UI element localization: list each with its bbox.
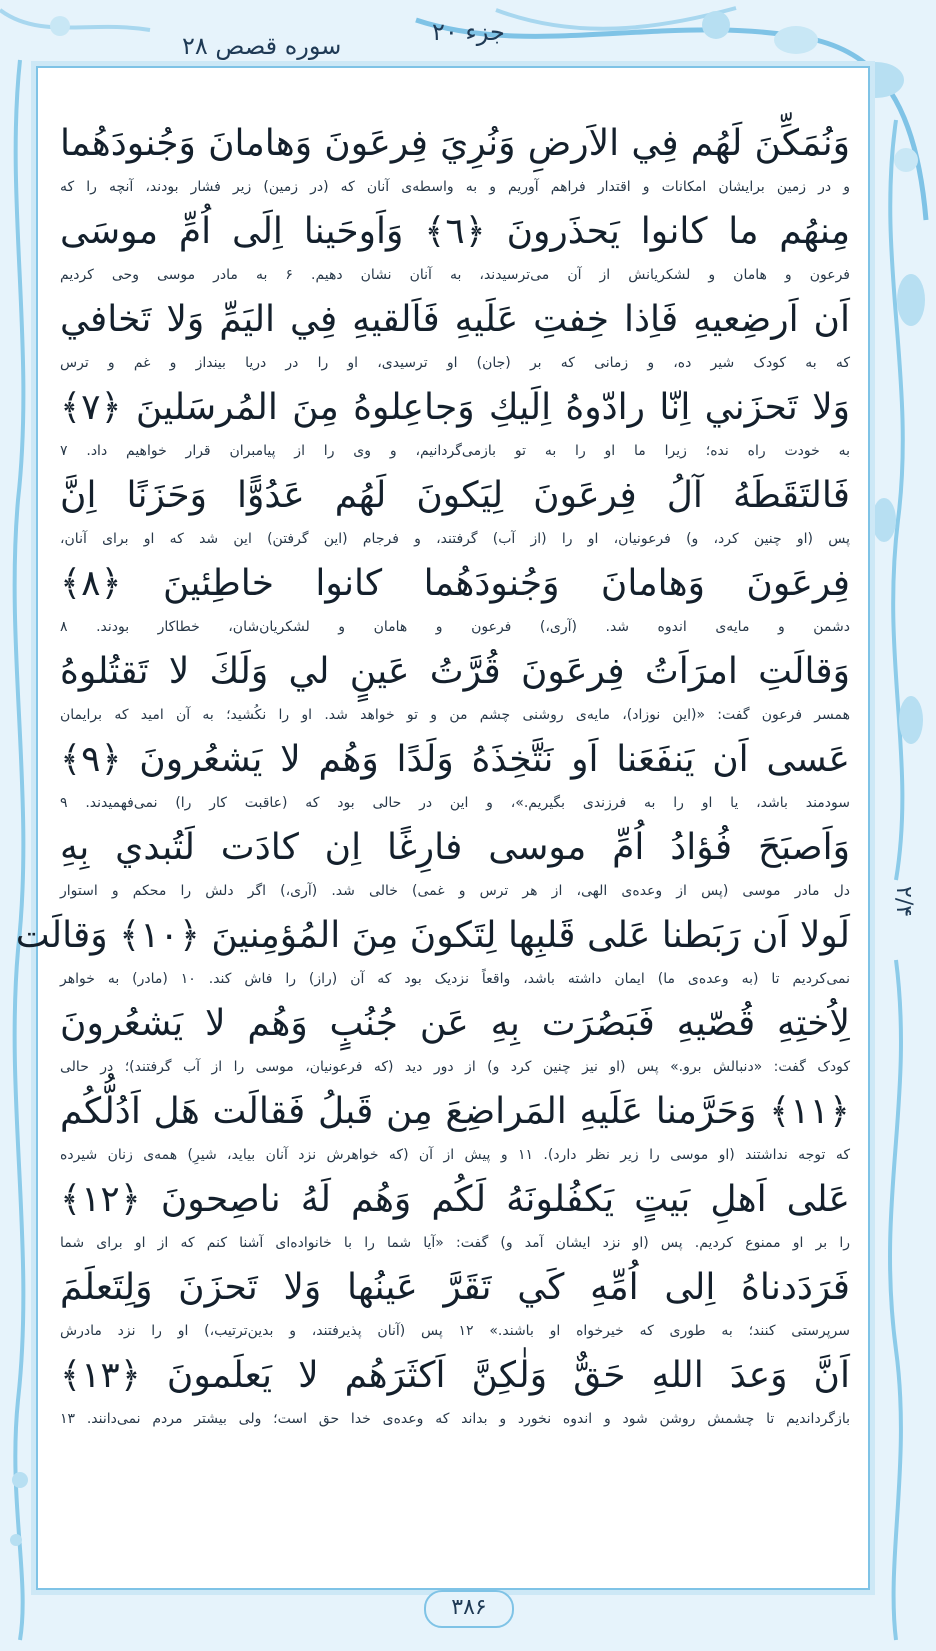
hizb-marker: ۲/۴ [891, 886, 916, 918]
persian-translation: همسر فرعون گفت: «(این نوزاد)، مایه‌ی روشنی چشم من و تو خواهد شد. او را نکُشید؛ به آن امید که برایمان [60, 707, 850, 723]
verse-line [60, 728, 850, 816]
arabic-verse-text: لِاُختِهِ قُصّيهِ فَبَصُرَت بِهِ عَن جُنُبٍ وَهُم لا يَشعُرونَ [60, 1003, 850, 1044]
arabic-verse-text: وَلا تَحزَني اِنّا رادّوهُ اِلَيكِ وَجاعِلوهُ مِنَ المُرسَلينَ ﴿٧﴾ [60, 387, 850, 428]
persian-translation: که به کودک شیر ده، و زمانی که بر (جان) او ترسیدی، او را در دریا بینداز و غم و ترس [60, 355, 850, 371]
verse-line [60, 992, 850, 1080]
verse-line [60, 288, 850, 376]
persian-translation: نمی‌کردیم تا (به وعده‌ی ما) ایمان داشته باشد، واقعاً نزدیک بود که آن (راز) را فاش کند. ۱۰ (مادر) به خواهر [60, 971, 850, 987]
verse-line [60, 1256, 850, 1344]
persian-translation: به خودت راه نده؛ زیرا ما او را به تو بازمی‌گردانیم، و وی را از پیامبران قرار خواهیم داد. ۷ [60, 443, 850, 459]
arabic-verse-text: مِنهُم ما كانوا يَحذَرونَ ﴿٦﴾ وَاَوحَينا اِلَى اُمِّ موسَى [60, 211, 850, 252]
persian-translation: را بر او ممنوع کردیم. پس (او نزد ایشان آمد و) گفت: «آیا شما را با خانواده‌ای آشنا کنم که از او برای شما [60, 1235, 850, 1251]
arabic-verse-text: فَرَدَدناهُ اِلى اُمِّهِ كَي تَقَرَّ عَينُها وَلا تَحزَنَ وَلِتَعلَمَ [60, 1267, 850, 1308]
persian-translation: بازگرداندیم تا چشمش روشن شود و اندوه نخورد و بداند که وعده‌ی خدا حق است؛ ولی بیشتر مردم نمی‌دانند. ۱۳ [60, 1411, 850, 1427]
verse-line [60, 1080, 850, 1168]
verse-line [60, 1168, 850, 1256]
arabic-verse-text: فِرعَونَ وَهامانَ وَجُنودَهُما كانوا خاطِئينَ ﴿٨﴾ [60, 563, 850, 604]
verse-line [60, 464, 850, 552]
persian-translation: سودمند باشد، یا او را به فرزندی بگیریم.»، و این در حالی بود که (عاقبت کار را) نمی‌فهمیدند. ۹ [60, 795, 850, 811]
verse-line [60, 816, 850, 904]
arabic-verse-text: اَن اَرضِعيهِ فَاِذا خِفتِ عَلَيهِ فَاَلقيهِ فِي اليَمِّ وَلا تَخافي [60, 299, 850, 340]
persian-translation: سرپرستی کنند؛ به طوری که خیرخواه او باشند.» ۱۲ پس (آنان پذیرفتند، و بدین‌ترتیب،) او را نزد مادرش [60, 1323, 850, 1339]
verses-content [15, 112, 850, 1432]
persian-translation: کودک گفت: «دنبالش برو.» پس (او نیز چنین کرد و) از دور دید (که فرعونیان، موسی را از آب گرفتند)؛ در حالی [60, 1059, 850, 1075]
top-left-floral-ornament [0, 0, 160, 70]
arabic-verse-text: عَسى اَن يَنفَعَنا اَو نَتَّخِذَهُ وَلَدًا وَهُم لا يَشعُرونَ ﴿٩﴾ [60, 739, 850, 780]
arabic-verse-text: ﴿١١﴾ وَحَرَّمنا عَلَيهِ المَراضِعَ مِن قَبلُ فَقالَت هَل اَدُلُّكُم [60, 1091, 850, 1132]
arabic-verse-text: وَقالَتِ امرَاَتُ فِرعَونَ قُرَّتُ عَينٍ لي وَلَكَ لا تَقتُلوهُ [60, 651, 850, 692]
verse-line [60, 640, 850, 728]
persian-translation: و در زمین برایشان امکانات و اقتدار فراهم آوریم و به واسطه‌ی آنان که (در زمین) زیر فشار بودند، آنچه را که [60, 179, 850, 195]
persian-translation: فرعون و هامان و لشکریانش از آن می‌ترسیدند، به آنان نشان دهیم. ۶ به مادر موسی وحی کردیم [60, 267, 850, 283]
arabic-verse-text: وَاَصبَحَ فُؤادُ اُمِّ موسى فارِغًا اِن كادَت لَتُبدي بِهِ [60, 827, 850, 868]
verse-line [60, 200, 850, 288]
arabic-verse-text: عَلى اَهلِ بَيتٍ يَكفُلونَهُ لَكُم وَهُم لَهُ ناصِحونَ ﴿١٢﴾ [60, 1179, 850, 1220]
left-vine-ornament [0, 0, 40, 1651]
persian-translation: پس (او چنین کرد، و) فرعونیان، او را (از آب) گرفتند، و فرجام (این گرفتن) این شد که او برای آنان، [60, 531, 850, 547]
juz-label: جزء ۲۰ [432, 18, 505, 46]
arabic-verse-text: فَالتَقَطَهُ آلُ فِرعَونَ لِيَكونَ لَهُم عَدُوًّا وَحَزَنًا اِنَّ [60, 475, 850, 516]
verse-line [60, 376, 850, 464]
arabic-verse-text: اَنَّ وَعدَ اللهِ حَقٌّ وَلٰكِنَّ اَكثَرَهُم لا يَعلَمونَ ﴿١٣﴾ [60, 1355, 850, 1396]
verse-line [60, 1344, 850, 1432]
verse-line [60, 112, 850, 200]
page-number: ۳۸۶ [424, 1590, 514, 1628]
verse-line [15, 904, 850, 992]
persian-translation: که توجه نداشتند (او موسی را زیر نظر دارد). ۱۱ و پیش از آن (که خواهرش نزد آنان بیاید، شیرِ) همه‌ی زنان شیرده [60, 1147, 850, 1163]
persian-translation: دشمن و مایه‌ی اندوه شد. (آری،) فرعون و هامان و لشکریان‌شان، خطاکار بودند. ۸ [60, 619, 850, 635]
verse-line [60, 552, 850, 640]
arabic-verse-text: وَنُمَكِّنَ لَهُم فِي الاَرضِ وَنُرِيَ فِرعَونَ وَهامانَ وَجُنودَهُما [60, 123, 850, 164]
arabic-verse-text: لَولا اَن رَبَطنا عَلى قَلبِها لِتَكونَ مِنَ المُؤمِنينَ ﴿١٠﴾ وَقالَت [15, 915, 850, 956]
surah-label: سوره قصص ۲۸ [182, 32, 342, 60]
persian-translation: دل مادر موسی (پس از وعده‌ی الهی، از هر ترس و غمی) خالی شد. (آری،) اگر دلش را محکم و استوار [60, 883, 850, 899]
